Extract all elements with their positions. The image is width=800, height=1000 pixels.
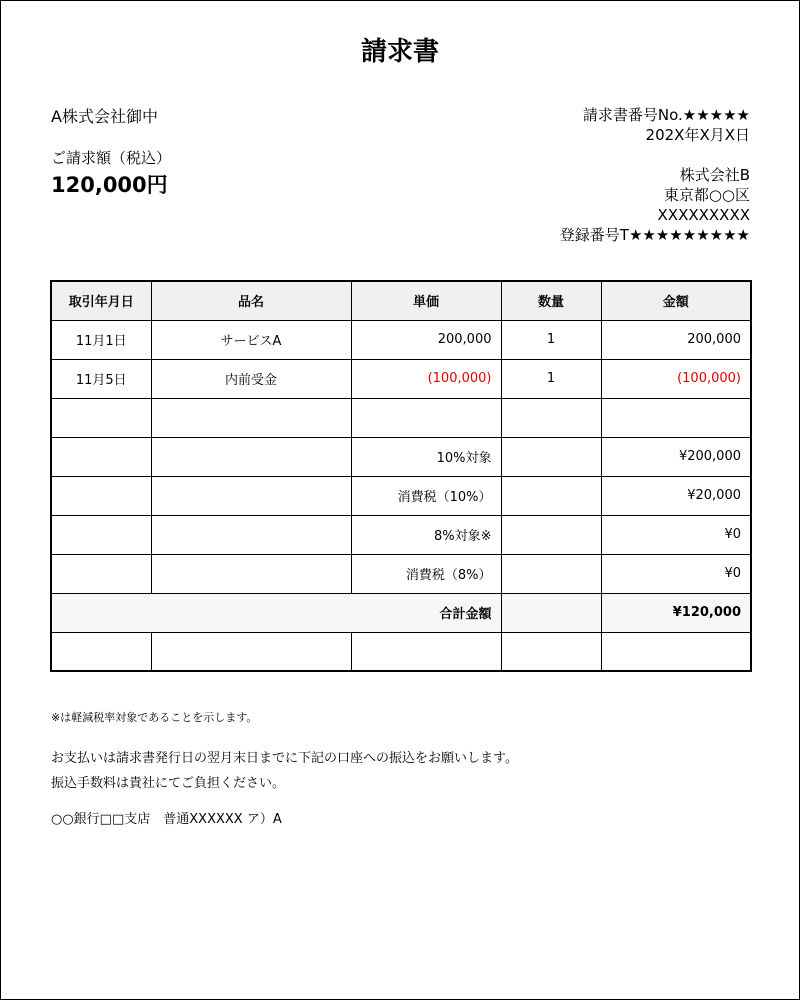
summary-row (51, 515, 751, 554)
empty-cell (351, 632, 501, 671)
empty-cell (501, 593, 601, 632)
empty-row (51, 398, 751, 437)
issuer-line3: XXXXXXXXX (657, 206, 750, 224)
summary-row (51, 437, 751, 476)
empty-cell (601, 398, 751, 437)
empty-cell (501, 515, 601, 554)
summary-label: 10%対象 (351, 437, 501, 476)
empty-cell (501, 632, 601, 671)
summary-row (51, 476, 751, 515)
transfer-fee-note: 振込手数料は貴社にてご負担ください。 (51, 776, 286, 791)
row-quantity: 1 (501, 359, 601, 398)
billing-amount-value: 120,000円 (51, 173, 168, 197)
header-unit-price: 単価 (351, 281, 501, 320)
empty-cell (151, 593, 351, 632)
row-item: 内前受金 (151, 359, 351, 398)
row-amount: (100,000) (601, 359, 751, 398)
table-header-row (51, 281, 751, 320)
empty-cell (151, 476, 351, 515)
row-date: 11月5日 (51, 359, 151, 398)
summary-label: 消費税（8%） (351, 554, 501, 593)
summary-value: ¥0 (601, 554, 751, 593)
issuer-address: 東京都○○区 (663, 186, 750, 204)
document-title: 請求書 (360, 37, 439, 67)
table-row (51, 359, 751, 398)
total-row (51, 593, 751, 632)
empty-cell (151, 632, 351, 671)
invoice-items-table (50, 280, 752, 672)
reduced-tax-note: ※は軽減税率対象であることを示します。 (51, 711, 258, 724)
total-value: ¥120,000 (601, 593, 751, 632)
invoice-info (583, 105, 750, 145)
summary-row (51, 554, 751, 593)
row-date: 11月1日 (51, 320, 151, 359)
row-unit-price: 200,000 (351, 320, 501, 359)
total-label: 合計金額 (351, 593, 501, 632)
empty-cell (51, 398, 151, 437)
summary-value: ¥200,000 (601, 437, 751, 476)
empty-cell (501, 437, 601, 476)
empty-cell (501, 476, 601, 515)
empty-cell (151, 515, 351, 554)
table-row (51, 320, 751, 359)
row-unit-price: (100,000) (351, 359, 501, 398)
summary-value: ¥0 (601, 515, 751, 554)
bank-account: ○○銀行□□支店 普通XXXXXX ア）A (51, 812, 282, 827)
summary-label: 消費税（10%） (351, 476, 501, 515)
issuer-block (560, 165, 750, 245)
summary-value: ¥20,000 (601, 476, 751, 515)
empty-cell (151, 554, 351, 593)
empty-cell (51, 515, 151, 554)
empty-cell (51, 476, 151, 515)
invoice-date: 202X年X月X日 (645, 126, 750, 144)
empty-cell (51, 554, 151, 593)
issuer-name: 株式会社B (679, 166, 750, 184)
empty-cell (351, 398, 501, 437)
summary-label: 8%対象※ (351, 515, 501, 554)
row-amount: 200,000 (601, 320, 751, 359)
empty-cell (51, 593, 151, 632)
header-date: 取引年月日 (51, 281, 151, 320)
header-quantity: 数量 (501, 281, 601, 320)
empty-cell (51, 437, 151, 476)
payment-instruction: お支払いは請求書発行日の翌月末日までに下記の口座への振込をお願いします。 (51, 751, 518, 766)
invoice-number: 請求書番号No.★★★★★ (582, 106, 750, 124)
empty-cell (51, 632, 151, 671)
row-item: サービスA (151, 320, 351, 359)
header-item: 品名 (151, 281, 351, 320)
empty-row (51, 632, 751, 671)
empty-cell (601, 632, 751, 671)
empty-cell (501, 554, 601, 593)
empty-cell (501, 398, 601, 437)
header-amount: 金額 (601, 281, 751, 320)
recipient-name: A株式会社御中 (51, 107, 158, 126)
empty-cell (151, 398, 351, 437)
issuer-registration: 登録番号T★★★★★★★★★ (559, 226, 750, 244)
row-quantity: 1 (501, 320, 601, 359)
billing-amount-label: ご請求額（税込） (51, 149, 172, 167)
empty-cell (151, 437, 351, 476)
